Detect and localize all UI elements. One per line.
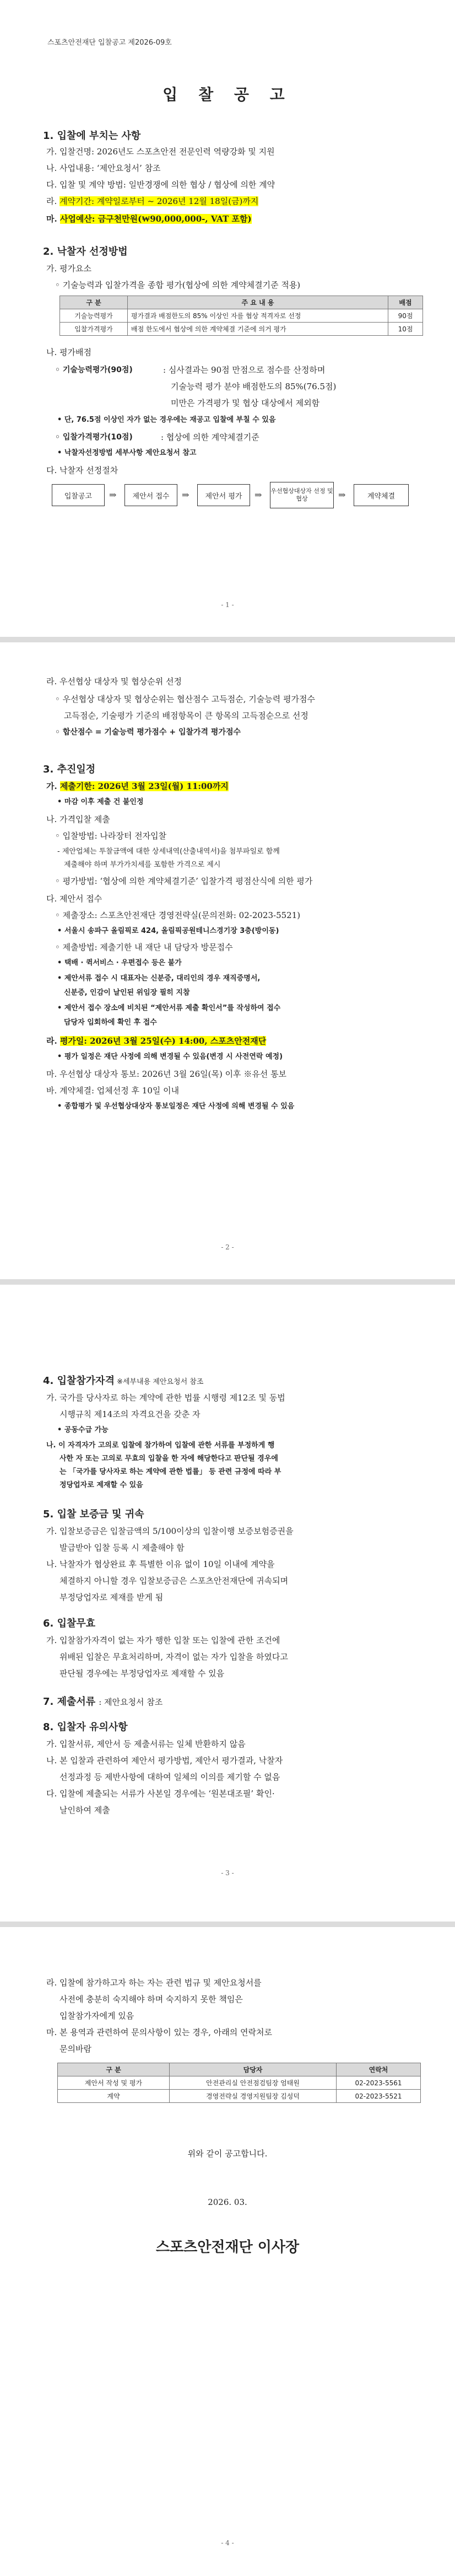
- sec2-a: 가. 평가요소: [46, 264, 91, 273]
- prefix: 라.: [46, 1036, 60, 1046]
- sec8-line: 날인하여 제출: [59, 1805, 110, 1815]
- budget: [46, 213, 252, 225]
- section-1-heading: 1. 입찰에 부치는 사항: [43, 130, 141, 142]
- sec2-ra-formula: ◦ 합산점수 = 기술능력 평가점수 + 입찰가격 평가점수: [55, 728, 241, 737]
- table-cell: 제안서 작성 및 평가: [58, 2076, 170, 2090]
- table-cell: 기술능력평가: [60, 309, 128, 323]
- table-header: 구 분: [58, 2063, 170, 2076]
- contract-period: [46, 195, 258, 207]
- page-1: [0, 0, 455, 637]
- sec2-b: 나. 평가배점: [46, 347, 91, 357]
- arrow-right-icon: ⇒: [338, 490, 346, 500]
- closing-date: 2026. 03.: [208, 2197, 247, 2207]
- tech-text: : 심사결과는 90점 만점으로 점수를 산정하며: [163, 365, 326, 375]
- sec8-line: 문의바람: [59, 2044, 91, 2054]
- table-row: [60, 309, 423, 323]
- price-note: • 낙찰자선정방법 세부사항 제안요청서 참고: [57, 449, 197, 457]
- page-separator: [0, 1922, 455, 1927]
- table-cell: 경영전략실 경영지원팀장 김성덕: [170, 2090, 337, 2103]
- budget-text: 사업예산: 금구천만원(₩90,000,000-, VAT 포함): [59, 214, 252, 224]
- sec4-line: 정당업자로 제재할 수 있음: [59, 1481, 143, 1489]
- sec3-na: 나. 가격입찰 제출: [46, 814, 110, 824]
- section-8-heading: 8. 입찰자 유의사항: [43, 1721, 128, 1733]
- arrow-right-icon: ⇒: [109, 490, 117, 500]
- section-7-heading: 7. 제출서류: [43, 1696, 96, 1708]
- sec8-line: 나. 본 입찰과 관련하여 제안서 평가방법, 제안서 평가결과, 낙찰자: [46, 1756, 283, 1765]
- heading-text: 4. 입찰참가자격: [43, 1375, 115, 1387]
- flow-step: 제안서 평가: [197, 484, 250, 506]
- closing-notice: 위와 같이 공고합니다.: [187, 2149, 268, 2159]
- table-cell: 입찰가격평가: [60, 323, 128, 336]
- page-number: - 3 -: [221, 1869, 234, 1877]
- section-2-heading: 2. 낙찰자 선정방법: [43, 246, 128, 257]
- evaluation-table: [59, 296, 423, 336]
- page-separator: [0, 637, 455, 642]
- deadline-note: • 마감 이후 제출 건 불인정: [57, 798, 144, 806]
- sec2-a-note: ◦ 기술능력과 입찰가격을 종합 평가(협상에 의한 계약체결기준 적용): [55, 280, 301, 290]
- section-7: [43, 1694, 162, 1708]
- table-cell: 계약: [58, 2090, 170, 2103]
- sec5-line: 체결하지 아니할 경우 입찰보증금은 스포츠안전재단에 귀속되며: [59, 1576, 289, 1586]
- table-cell: 배점 한도에서 협상에 의한 계약체결 기준에 의거 평가: [128, 323, 388, 336]
- sec3-line: 신분증, 인감이 날인된 위임장 필히 지참: [64, 989, 190, 997]
- sec1-line: 다. 입찰 및 계약 방법: 일반경쟁에 의한 협상 / 협상에 의한 계약: [46, 180, 275, 190]
- table-header-row: [58, 2063, 421, 2076]
- sec3-line: • 제안서 접수 장소에 비치된 “제안서류 제출 확인서”를 작성하여 접수: [57, 1004, 281, 1012]
- sec8-line: 입찰참가자에게 있음: [59, 2011, 134, 2021]
- section-3-heading: 3. 추진일정: [43, 764, 96, 775]
- sec2-c: 다. 낙찰자 선정절차: [46, 465, 118, 475]
- section-7-text: : 제안요청서 참조: [99, 1697, 163, 1707]
- sec6-line: 가. 입찰참가자격이 없는 자가 행한 입찰 또는 입찰에 관한 조건에: [46, 1635, 280, 1645]
- sec2-ra-line: 고득점순, 기술평가 기준의 배점항목이 큰 항목의 고득점순으로 선정: [64, 711, 308, 721]
- prefix: 라.: [46, 196, 60, 206]
- table-header: 연락처: [337, 2063, 421, 2076]
- page-3: [0, 1285, 455, 1922]
- sec4-line: 사한 자 또는 고의로 무효의 입찰을 한 자에 해당한다고 판단될 경우에: [59, 1455, 278, 1463]
- sec3-line: • 택배 · 퀵서비스 · 우편접수 등은 불가: [57, 959, 182, 967]
- table-header: 주 요 내 용: [128, 296, 388, 309]
- sec2-ra: 라. 우선협상 대상자 및 협상순위 선정: [46, 677, 182, 686]
- table-cell: 02-2023-5521: [337, 2090, 421, 2103]
- sec5-line: 발급받아 입찰 등록 시 제출해야 함: [59, 1543, 185, 1553]
- flow-step: 계약체결: [354, 484, 409, 506]
- sec8-line: 선정과정 등 제반사항에 대하여 일체의 이의를 제기할 수 없음: [59, 1772, 280, 1782]
- flow-step: 입찰공고: [52, 484, 105, 506]
- table-header-row: [60, 296, 423, 309]
- prefix: 가.: [46, 781, 60, 791]
- sec3-line: ◦ 입찰방법: 나라장터 전자입찰: [55, 831, 167, 841]
- tech-note: • 단, 76.5점 이상인 자가 없는 경우에는 재공고 입찰에 부칠 수 있음: [57, 416, 276, 424]
- sec5-line: 가. 입찰보증금은 입찰금액의 5/100이상의 입찰이행 보증보험증권을: [46, 1526, 294, 1536]
- sec3-line: 담당자 입회하에 확인 후 접수: [64, 1018, 157, 1027]
- sec2-ra-line: ◦ 우선협상 대상자 및 협상순위는 협산점수 고득점순, 기술능력 평가점수: [55, 694, 315, 704]
- sec5-line: 부정당업자로 제재를 받게 됨: [59, 1592, 164, 1602]
- section-6-heading: 6. 입찰무효: [43, 1618, 96, 1629]
- section-5-heading: 5. 입찰 보증금 및 귀속: [43, 1509, 144, 1520]
- table-row: [58, 2076, 421, 2090]
- sec3-line: 바. 계약체결: 업체선정 후 10일 이내: [46, 1086, 180, 1096]
- flow-step: 우선협상대상자 선정 및 협상: [270, 482, 334, 508]
- arrow-right-icon: ⇒: [182, 490, 189, 500]
- deadline-text: 제출기한: 2026년 3월 23일(월) 11:00까지: [59, 781, 229, 791]
- tech-text: 기술능력 평가 분야 배점한도의 85%(76.5점): [171, 382, 337, 391]
- table-cell: 평가결과 배점한도의 85% 이상인 자를 협상 적격자로 선정: [128, 309, 388, 323]
- tech-label: ◦ 기술능력평가(90점): [55, 366, 133, 374]
- sec3-line: ◦ 제출장소: 스포츠안전재단 경영전략실(문의전화: 02-2023-5521): [55, 910, 301, 920]
- sec1-line: 가. 입찰건명: 2026년도 스포츠안전 전문인력 역량강화 및 지원: [46, 147, 275, 157]
- page-4: [0, 1927, 455, 2576]
- sec8-line: 라. 입찰에 참가하고자 하는 자는 관련 법규 및 제안요청서를: [46, 1978, 262, 1988]
- page-number: - 1 -: [221, 601, 234, 609]
- sec3-line: • 서울시 송파구 올림픽로 424, 올림픽공원테니스경기장 3층(방이동): [57, 927, 279, 935]
- page-title: 입 찰 공 고: [162, 85, 292, 104]
- sec1-line: 나. 사업내용: ‘제안요청서’ 참조: [46, 163, 161, 173]
- sec6-line: 판단될 경우에는 부정당업자로 제재할 수 있음: [59, 1668, 225, 1678]
- sec5-line: 나. 낙찰자가 협상완료 후 특별한 이유 없이 10일 이내에 계약을: [46, 1559, 275, 1569]
- sec4-line: • 공동수급 가능: [57, 1426, 109, 1434]
- arrow-right-icon: ⇒: [254, 490, 262, 500]
- price-text: : 협상에 의한 계약체결기준: [161, 432, 259, 442]
- table-cell: 안전관리실 안전점검팀장 엄태원: [170, 2076, 337, 2090]
- document-number: 스포츠안전재단 입찰공고 제2026-09호: [47, 39, 172, 47]
- tech-text: 미만은 가격평가 및 협상 대상에서 제외함: [171, 398, 320, 408]
- signature: 스포츠안전재단 이사장: [155, 2239, 300, 2256]
- sec3-line: 마. 우선협상 대상자 통보: 2026년 3월 26일(목) 이후 ※유선 통보: [46, 1069, 287, 1079]
- sec4-line: 는 「국가를 당사자로 하는 계약에 관한 법률」 등 관련 규정에 따라 부: [59, 1468, 281, 1476]
- sec3-line: • 평가 일정은 재단 사정에 의해 변경될 수 있음(변경 시 사전연락 예정): [57, 1053, 283, 1061]
- flow-step: 제안서 접수: [124, 484, 177, 506]
- price-label: ◦ 입찰가격평가(10점): [55, 433, 133, 442]
- contact-table: [57, 2063, 421, 2103]
- heading-note: ※세부내용 제안요청서 참조: [114, 1378, 204, 1386]
- table-row: [58, 2090, 421, 2103]
- evaluation-date: [46, 1035, 266, 1047]
- page-separator: [0, 1279, 455, 1285]
- sec3-line: • 제안서류 접수 시 대표자는 신분증, 대리인의 경우 재직증명서,: [57, 974, 261, 983]
- sec6-line: 위배된 입찰은 무효처리하며, 자격이 없는 자가 입찰을 하였다고: [59, 1652, 288, 1662]
- sec3-line: - 제안업체는 투찰금액에 대한 상세내역(산출내역서)을 첨부파일로 함께: [57, 847, 280, 856]
- table-header: 구 분: [60, 296, 128, 309]
- table-cell: 10점: [388, 323, 423, 336]
- sec8-line: 사전에 충분히 숙지해야 하며 숙지하지 못한 책임은: [59, 1994, 243, 2004]
- sec3-line: • 종합평가 및 우선협상대상자 통보일정은 재단 사정에 의해 변경될 수 있음: [57, 1102, 295, 1110]
- sec3-line: 제출해야 하며 부가가치세를 포함한 가격으로 제시: [64, 861, 221, 869]
- table-cell: 90점: [388, 309, 423, 323]
- sec3-da: 다. 제안서 접수: [46, 894, 102, 904]
- table-row: [60, 323, 423, 336]
- sec4-line: 나. 이 자격자가 고의로 입찰에 참가하여 입찰에 관한 서류를 부정하게 행: [46, 1441, 275, 1450]
- sec8-line: 마. 본 용역과 관련하여 문의사항이 있는 경우, 아래의 연락처로: [46, 2027, 272, 2037]
- sec8-line: 가. 입찰서류, 제안서 등 제출서류는 일체 반환하지 않음: [46, 1739, 246, 1749]
- sec4-line: 가. 국가를 당사자로 하는 계약에 관한 법률 시행령 제12조 및 동법: [46, 1393, 285, 1403]
- page-2: [0, 642, 455, 1279]
- prefix: 마.: [46, 214, 60, 224]
- evaluation-date-text: 평가일: 2026년 3월 25일(수) 14:00, 스포츠안전재단: [59, 1036, 267, 1046]
- table-cell: 02-2023-5561: [337, 2076, 421, 2090]
- section-4-heading: [43, 1373, 203, 1388]
- table-header: 배점: [388, 296, 423, 309]
- page-number: - 4 -: [221, 2539, 234, 2547]
- sec3-line: ◦ 평가방법: ‘협상에 의한 계약체결기준’ 입찰가격 평점산식에 의한 평가: [55, 876, 313, 886]
- sec8-line: 다. 입찰에 제출되는 서류가 사본일 경우에는 ‘원본대조필’ 확인·: [46, 1789, 275, 1799]
- submission-deadline: [46, 780, 229, 792]
- sec3-line: ◦ 제출방법: 제출기한 내 재단 내 담당자 방문접수: [55, 942, 233, 952]
- page-number: - 2 -: [221, 1243, 234, 1251]
- contract-period-text: 계약기간: 계약일로부터 ~ 2026년 12월 18일(금)까지: [59, 196, 259, 206]
- sec4-line: 시행규칙 제14조의 자격요건을 갖춘 자: [59, 1409, 201, 1419]
- table-header: 담당자: [170, 2063, 337, 2076]
